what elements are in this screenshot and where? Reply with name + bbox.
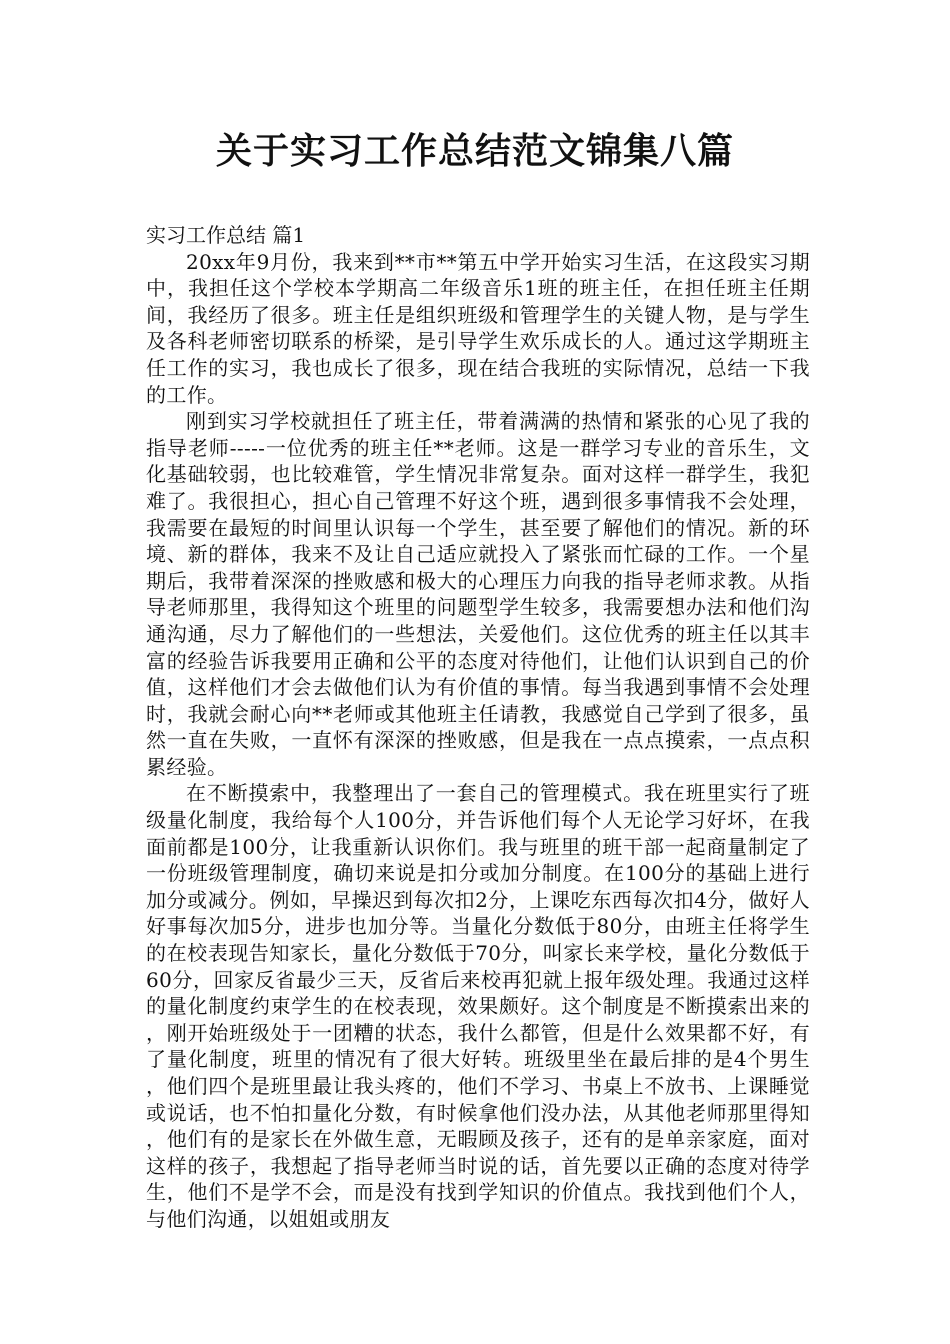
paragraph-1: 20xx年9月份，我来到**市**第五中学开始实习生活，在这段实习期中，我担任这个学校本学期高二年级音乐1班的班主任，在担任班主任期间，我经历了很多。班主任是组织班级和管理学生的关键人物，是与学生及各科老师密切联系的桥梁，是引导学生欢乐成长的人。通过这学期班主任工作的实习，我也成长了很多，现在结合我班的实际情况，总结一下我的工作。 — [146, 249, 810, 407]
paragraph-3: 在不断摸索中，我整理出了一套自己的管理模式。我在班里实行了班级量化制度，我给每个人100分，并告诉他们每个人无论学习好坏，在我面前都是100分，让我重新认识你们。我与班里的班干部一起商量制定了一份班级管理制度，确切来说是扣分或加分制度。在100分的基础上进行加分或减分。例如，早操迟到每次扣2分，上课吃东西每次扣4分，做好人好事每次加5分，进步也加分等。当量化分数低于80分，由班主任将学生的在校表现告知家长，量化分数低于70分，叫家长来学校，量化分数低于60分，回家反省最少三天，反省后来校再犯就上报年级处理。我通过这样的量化制度约束学生的在校表现，效果颇好。这个制度是不断摸索出来的，刚开始班级处于一团糟的状态，我什么都管，但是什么效果都不好，有了量化制度，班里的情况有了很大好转。班级里坐在最后排的是4个男生，他们四个是班里最让我头疼的，他们不学习、书桌上不放书、上课睡觉或说话，也不怕扣量化分数，有时候拿他们没办法，从其他老师那里得知，他们有的是家长在外做生意，无暇顾及孩子，还有的是单亲家庭，面对这样的孩子，我想起了指导老师当时说的话，首先要以正确的态度对待学生，他们不是学不会，而是没有找到学知识的价值点。我找到他们个人，与他们沟通，以姐姐或朋友 — [146, 781, 810, 1231]
document-body — [146, 222, 810, 1233]
paragraph-2: 刚到实习学校就担任了班主任，带着满满的热情和紧张的心见了我的指导老师-----一位优秀的班主任**老师。这是一群学习专业的音乐生，文化基础较弱，也比较难管，学生情况非常复杂。面对这样一群学生，我犯难了。我很担心，担心自己管理不好这个班，遇到很多事情我不会处理，我需要在最短的时间里认识每一个学生，甚至要了解他们的情况。新的环境、新的群体，我来不及让自己适应就投入了紧张而忙碌的工作。一个星期后，我带着深深的挫败感和极大的心理压力向我的指导老师求教。从指导老师那里，我得知这个班里的问题型学生较多，我需要想办法和他们沟通沟通，尽力了解他们的一些想法，关爱他们。这位优秀的班主任以其丰富的经验告诉我要用正确和公平的态度对待他们，让他们认识到自己的价值，这样他们才会去做他们认为有价值的事情。每当我遇到事情不会处理时，我就会耐心向**老师或其他班主任请教，我感觉自己学到了很多，虽然一直在失败，一直怀有深深的挫败感，但是我在一点点摸索，一点点积累经验。 — [146, 409, 810, 779]
section-heading: 实习工作总结 篇1 — [146, 223, 306, 247]
document-title: 关于实习工作总结范文锦集八篇 — [215, 131, 734, 172]
